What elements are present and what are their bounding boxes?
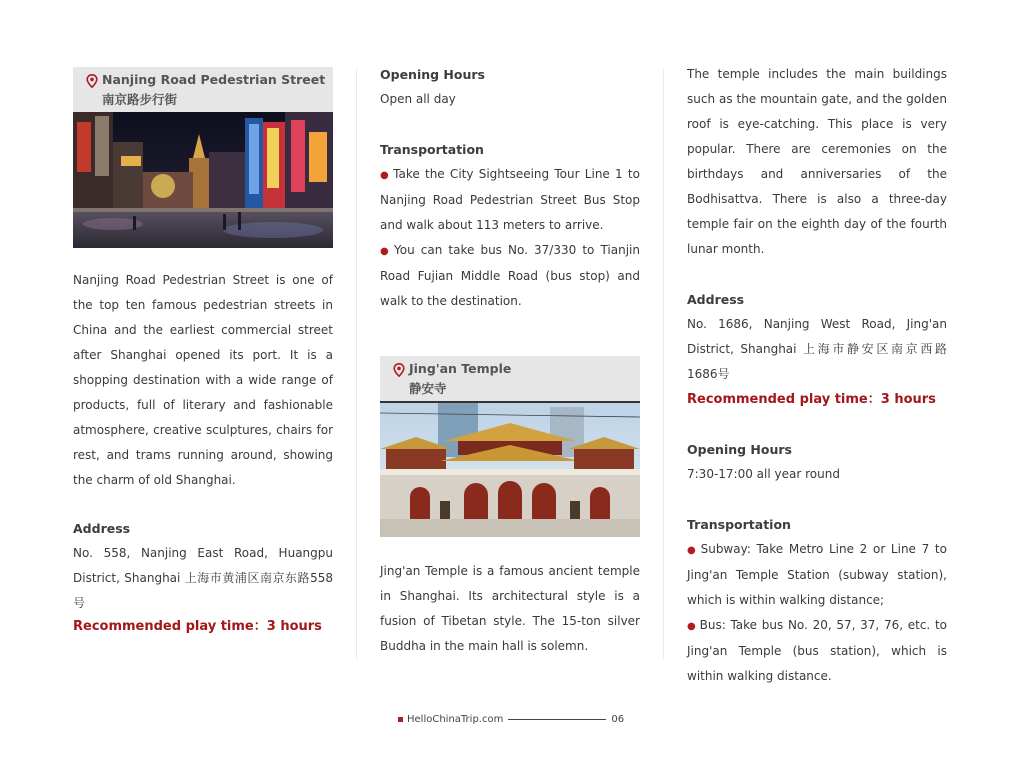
- poi-title-zh: 南京路步行街: [102, 92, 178, 107]
- nanjing-address: No. 558, Nanjing East Road, Huangpu District, Shanghai 上海市黄浦区南京东路558号: [73, 546, 333, 610]
- transport-text: Subway: Take Metro Line 2 or Line 7 to Jing'an Temple Station (subway station), which is within walking distance;: [687, 542, 947, 607]
- location-pin-icon: [86, 74, 98, 88]
- location-pin-icon: [393, 363, 405, 377]
- poi-title-zh: 静安寺: [409, 381, 447, 396]
- nanjing-transport-item: ● You can take bus No. 37/330 to Tianjin Road Fujian Middle Road (bus stop) and walk to the destination.: [380, 243, 640, 308]
- footer-rule: [508, 719, 606, 720]
- jingan-play-time: Recommended play time：3 hours: [687, 392, 936, 407]
- nanjing-road-photo: [73, 112, 333, 248]
- transport-text: You can take bus No. 37/330 to Tianjin Road Fujian Middle Road (bus stop) and walk to the destination.: [380, 243, 640, 308]
- jingan-description-1: Jing'an Temple is a famous ancient temple in Shanghai. Its architectural style is a fusion of Tibetan style. The 15-ton silver Buddha in the main hall is solemn.: [380, 564, 640, 653]
- column-divider: [356, 68, 357, 660]
- jingan-address: No. 1686, Nanjing West Road, Jing'an District, Shanghai 上海市静安区南京西路1686号: [687, 317, 947, 381]
- poi-header-nanjing: [73, 67, 333, 112]
- footer-site[interactable]: HelloChinaTrip.com: [407, 713, 504, 725]
- jingan-temple-photo: [380, 401, 640, 537]
- transport-text: Take the City Sightseeing Tour Line 1 to Nanjing Road Pedestrian Street Bus Stop and walk about 113 meters to arrive.: [380, 167, 640, 232]
- page-number: 06: [611, 713, 625, 725]
- nanjing-transport-heading: Transportation: [380, 142, 484, 157]
- jingan-transport-item: ● Subway: Take Metro Line 2 or Line 7 to Jing'an Temple Station (subway station), which is within walking distance;: [687, 542, 947, 607]
- column-middle: [380, 62, 640, 659]
- nanjing-opening-heading: Opening Hours: [380, 67, 485, 82]
- jingan-opening-heading: Opening Hours: [687, 442, 792, 457]
- jingan-address-heading: Address: [687, 292, 745, 307]
- poi-title-en: Nanjing Road Pedestrian Street: [102, 72, 326, 87]
- jingan-opening: 7:30-17:00 all year round: [687, 467, 840, 481]
- column-divider: [663, 68, 664, 660]
- jingan-transport-item: ● Bus: Take bus No. 20, 57, 37, 76, etc. to Jing'an Temple (bus station), which is within walking distance.: [687, 618, 947, 683]
- nanjing-address-heading: Address: [73, 521, 131, 536]
- jingan-transport-heading: Transportation: [687, 517, 791, 532]
- nanjing-description: Nanjing Road Pedestrian Street is one of the top ten famous pedestrian streets in China and the earliest commercial street after Shanghai opened its port. It is a shopping destination with a wide range of products, full of literary and fashionable atmosphere, creative sculptures, chairs for rest, and trams running around, showing the charm of old Shanghai.: [73, 273, 333, 487]
- column-nanjing: [73, 62, 333, 638]
- nanjing-transport-item: ● Take the City Sightseeing Tour Line 1 to Nanjing Road Pedestrian Street Bus Stop and walk about 113 meters to arrive.: [380, 167, 640, 232]
- page-footer: [398, 712, 624, 726]
- nanjing-opening: Open all day: [380, 92, 456, 106]
- poi-title-en: Jing'an Temple: [409, 361, 512, 376]
- column-jingan: [687, 62, 947, 689]
- poi-header-jingan: [380, 356, 640, 401]
- jingan-description-2: The temple includes the main buildings such as the mountain gate, and the golden roof is eye-catching. This place is very popular. There are ceremonies on the birthdays and anniversaries of the Bodhisattva. There is also a three-day temple fair on the eighth day of the fourth lunar month.: [687, 67, 947, 256]
- nanjing-play-time: Recommended play time：3 hours: [73, 619, 322, 634]
- footer-square-icon: [398, 717, 403, 722]
- transport-text: Bus: Take bus No. 20, 57, 37, 76, etc. to Jing'an Temple (bus station), which is within walking distance.: [687, 618, 947, 683]
